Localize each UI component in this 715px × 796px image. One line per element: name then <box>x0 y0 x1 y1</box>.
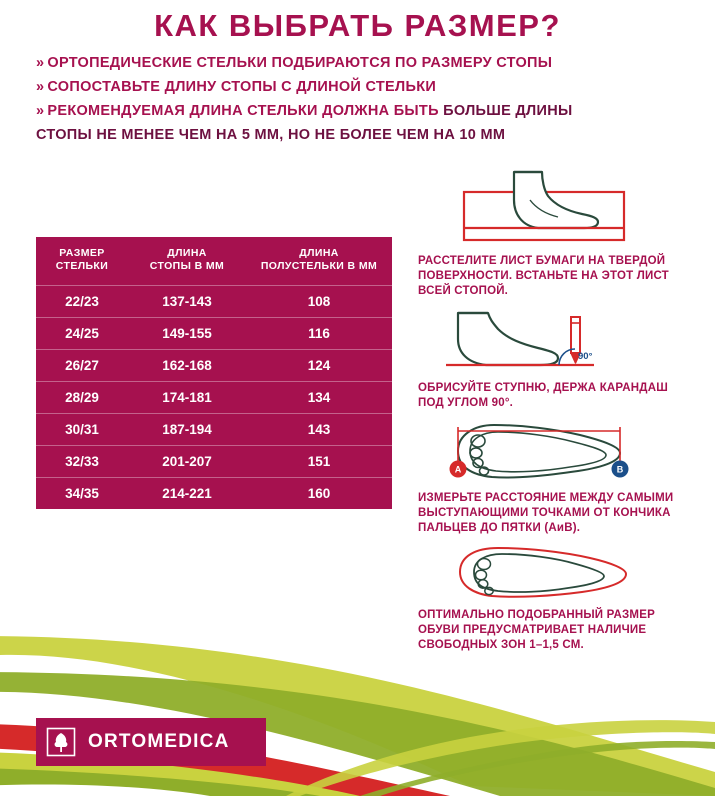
bullet-text-3-emphasis: БОЛЬШЕ ДЛИНЫ <box>443 103 573 119</box>
cell-size: 24/25 <box>36 318 128 350</box>
cell-foot: 174-181 <box>128 382 246 414</box>
tree-in-frame-icon <box>46 727 76 757</box>
cell-foot: 137-143 <box>128 286 246 318</box>
cell-half: 151 <box>246 446 392 478</box>
cell-size: 28/29 <box>36 382 128 414</box>
bullet-item-2 <box>36 76 686 98</box>
table-header-size <box>36 237 128 286</box>
cell-half: 160 <box>246 478 392 510</box>
table-header-foot-line2: СТОПЫ В ММ <box>149 260 225 272</box>
table-header-foot-length <box>128 237 246 286</box>
logo[interactable] <box>36 718 266 766</box>
table-row <box>36 286 392 318</box>
table-header-size-line2: СТЕЛЬКИ <box>55 260 109 272</box>
logo-text: ORTOMEDICA <box>88 731 230 752</box>
foot-on-paper-icon <box>418 170 678 250</box>
foot-pencil-90deg-icon <box>418 305 678 377</box>
table-header-size-line1: РАЗМЕР <box>59 247 105 259</box>
cell-size: 30/31 <box>36 414 128 446</box>
chevron-icon: » <box>36 55 45 71</box>
cell-foot: 201-207 <box>128 446 246 478</box>
cell-foot: 187-194 <box>128 414 246 446</box>
table-header-foot-line1: ДЛИНА <box>167 247 207 259</box>
cell-foot: 149-155 <box>128 318 246 350</box>
step-4-text: ОПТИМАЛЬНО ПОДОБРАННЫЙ РАЗМЕР ОБУВИ ПРЕДУСМАТРИВАЕТ НАЛИЧИЕ СВОБОДНЫХ ЗОН 1–1,5 СМ. <box>418 609 655 651</box>
bullet-text-3b: СТОПЫ НЕ МЕНЕЕ ЧЕМ НА 5 ММ, НО НЕ БОЛЕЕ ЧЕМ НА 10 ММ <box>36 127 506 143</box>
point-a-label: A <box>454 464 462 475</box>
cell-foot: 162-168 <box>128 350 246 382</box>
cell-size: 22/23 <box>36 286 128 318</box>
table-header-half-insole <box>246 237 392 286</box>
cell-size: 32/33 <box>36 446 128 478</box>
step-1-text: РАССТЕЛИТЕ ЛИСТ БУМАГИ НА ТВЕРДОЙ ПОВЕРХНОСТИ. ВСТАНЬТЕ НА ЭТОТ ЛИСТ ВСЕЙ СТОПОЙ. <box>418 255 669 297</box>
cell-half: 134 <box>246 382 392 414</box>
table-row <box>36 382 392 414</box>
table-row <box>36 414 392 446</box>
cell-size: 26/27 <box>36 350 128 382</box>
page-title: КАК ВЫБРАТЬ РАЗМЕР? <box>154 8 561 43</box>
step-3 <box>418 417 686 536</box>
table-body <box>36 286 392 510</box>
cell-half: 143 <box>246 414 392 446</box>
bullet-item-3 <box>36 100 686 122</box>
bullet-text-3a: РЕКОМЕНДУЕМАЯ ДЛИНА СТЕЛЬКИ ДОЛЖНА БЫТЬ <box>47 103 444 119</box>
size-table <box>36 237 392 509</box>
step-2-text: ОБРИСУЙТЕ СТУПНЮ, ДЕРЖА КАРАНДАШ ПОД УГЛОМ 90°. <box>418 382 668 409</box>
table-header-half-line2: ПОЛУСТЕЛЬКИ В ММ <box>260 260 378 272</box>
point-b-label: B <box>616 464 624 475</box>
step-3-text: ИЗМЕРЬТЕ РАССТОЯНИЕ МЕЖДУ САМЫМИ ВЫСТУПАЮЩИМИ ТОЧКАМИ ОТ КОНЧИКА ПАЛЬЦЕВ ДО ПЯТКИ (АиВ). <box>418 492 674 534</box>
table-header-half-line1: ДЛИНА <box>299 247 339 259</box>
decorative-swoosh <box>0 596 715 796</box>
table-row <box>36 446 392 478</box>
cell-half: 124 <box>246 350 392 382</box>
bullet-text-1: ОРТОПЕДИЧЕСКИЕ СТЕЛЬКИ ПОДБИРАЮТСЯ ПО РАЗМЕРУ СТОПЫ <box>47 55 553 71</box>
angle-label: 90° <box>578 351 593 362</box>
table-row <box>36 350 392 382</box>
bullet-list <box>36 52 686 146</box>
foot-in-shoe-icon <box>418 542 678 604</box>
bullet-item-1 <box>36 52 686 74</box>
chevron-icon: » <box>36 103 45 119</box>
cell-half: 116 <box>246 318 392 350</box>
foot-measure-ab-icon <box>418 417 678 487</box>
bullet-text-2: СОПОСТАВЬТЕ ДЛИНУ СТОПЫ С ДЛИНОЙ СТЕЛЬКИ <box>47 79 437 95</box>
cell-half: 108 <box>246 286 392 318</box>
step-1 <box>418 170 686 299</box>
chevron-icon: » <box>36 79 45 95</box>
table-row <box>36 478 392 510</box>
cell-size: 34/35 <box>36 478 128 510</box>
cell-foot: 214-221 <box>128 478 246 510</box>
table-row <box>36 318 392 350</box>
steps-list <box>418 170 686 659</box>
table-header-row <box>36 237 392 286</box>
step-2 <box>418 305 686 411</box>
